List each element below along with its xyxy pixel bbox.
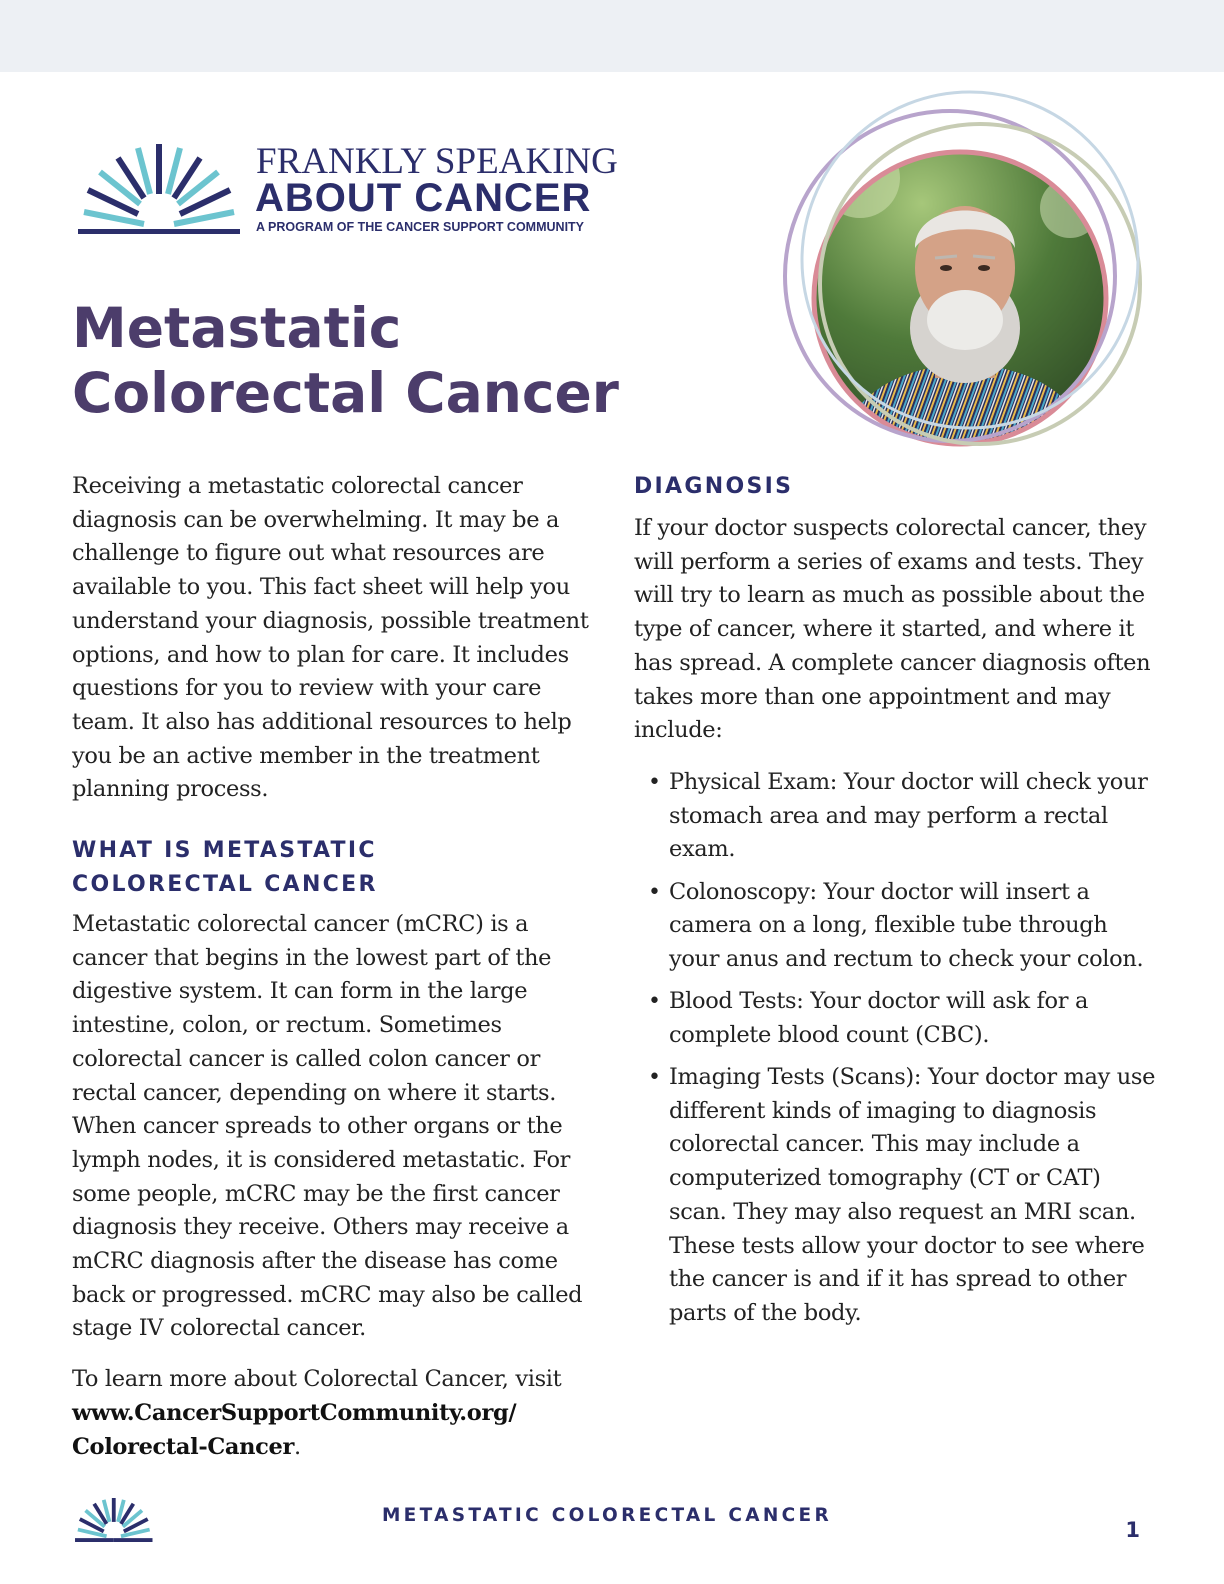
bullet-icon: • — [648, 989, 661, 1015]
bullet-icon: • — [648, 879, 661, 905]
learn-more-link-line1[interactable]: www.CancerSupportCommunity.org/ — [72, 1399, 517, 1426]
title-line1: Metastatic — [72, 296, 402, 360]
right-column — [634, 470, 1164, 1339]
bullet-icon: • — [648, 769, 661, 795]
diagnosis-heading: DIAGNOSIS — [634, 474, 794, 499]
diagnosis-list — [634, 766, 1164, 1331]
intro-paragraph: Receiving a metastatic colorectal cancer diagnosis can be overwhelming. It may be a challenge to figure out what resources are available to you. This fact sheet will help you understand your diagnosis, possible treatment options, and how to plan for care. It includes questions for you to review with your care team. It also has additional resources to help you be an active member in the treatment planning process. — [72, 473, 589, 803]
learn-more-link-line2[interactable]: Colorectal-Cancer — [72, 1433, 294, 1460]
left-column — [72, 470, 602, 1464]
list-item — [634, 876, 1164, 977]
diagnosis-paragraph: If your doctor suspects colorectal cancer, they will perform a series of exams and tests. They will try to learn as much as possible about the type of cancer, where it started, and where it has spread. A complete cancer diagnosis often takes more than one appointment and may include: — [634, 515, 1151, 744]
page-title — [72, 296, 692, 426]
logo-wordmark-line2: ABOUT CANCER — [255, 176, 592, 220]
what-is-heading — [72, 834, 602, 902]
logo-wordmark-line1: FRANKLY SPEAKING — [256, 141, 618, 182]
learn-more-period: . — [293, 1433, 301, 1460]
list-item-text: Imaging Tests (Scans): Your doctor may use different kinds of imaging to diagnosis colorectal cancer. This may include a computerized tomography (CT or CAT) scan. They may also request an MRI scan. These tests allow your doctor to see where the cancer is and if it has spread to other parts of the body. — [669, 1064, 1156, 1326]
list-item-text: Physical Exam: Your doctor will check your stomach area and may perform a rectal exam. — [669, 768, 1148, 863]
learn-more-paragraph — [72, 1363, 602, 1464]
what-is-heading-line1: WHAT IS METASTATIC — [72, 838, 377, 864]
list-item — [634, 1061, 1164, 1331]
footer-title: METASTATIC COLORECTAL CANCER — [381, 1505, 833, 1526]
what-is-paragraph: Metastatic colorectal cancer (mCRC) is a cancer that begins in the lowest part of the digestive system. It can form in the large intestine, colon, or rectum. Sometimes colorectal cancer is called colon cancer or rectal cancer, depending on where it starts. When cancer spreads to other organs or the lymph nodes, it is considered metastatic. For some people, mCRC may be the first cancer diagnosis they receive. Others may receive a mCRC diagnosis after the disease has come back or progressed. mCRC may also be called stage IV colorectal cancer. — [72, 911, 583, 1342]
learn-more-text: To learn more about Colorectal Cancer, visit — [72, 1366, 562, 1393]
bullet-icon: • — [648, 1065, 661, 1091]
top-band — [0, 0, 1224, 72]
page-number: 1 — [1125, 1518, 1140, 1542]
title-line2: Colorectal Cancer — [72, 361, 619, 425]
brand-logo — [72, 138, 642, 238]
list-item-text: Blood Tests: Your doctor will ask for a complete blood count (CBC). — [669, 988, 1089, 1048]
list-item — [634, 985, 1164, 1052]
logo-tagline: A PROGRAM OF THE CANCER SUPPORT COMMUNITY — [256, 220, 585, 234]
list-item-text: Colonoscopy: Your doctor will insert a camera on a long, flexible tube through your anus and rectum to check your colon. — [669, 878, 1144, 972]
what-is-heading-line2: COLORECTAL CANCER — [72, 872, 378, 898]
sunburst-logo-icon — [72, 142, 247, 234]
portrait-photo — [770, 88, 1150, 473]
list-item — [634, 766, 1164, 867]
